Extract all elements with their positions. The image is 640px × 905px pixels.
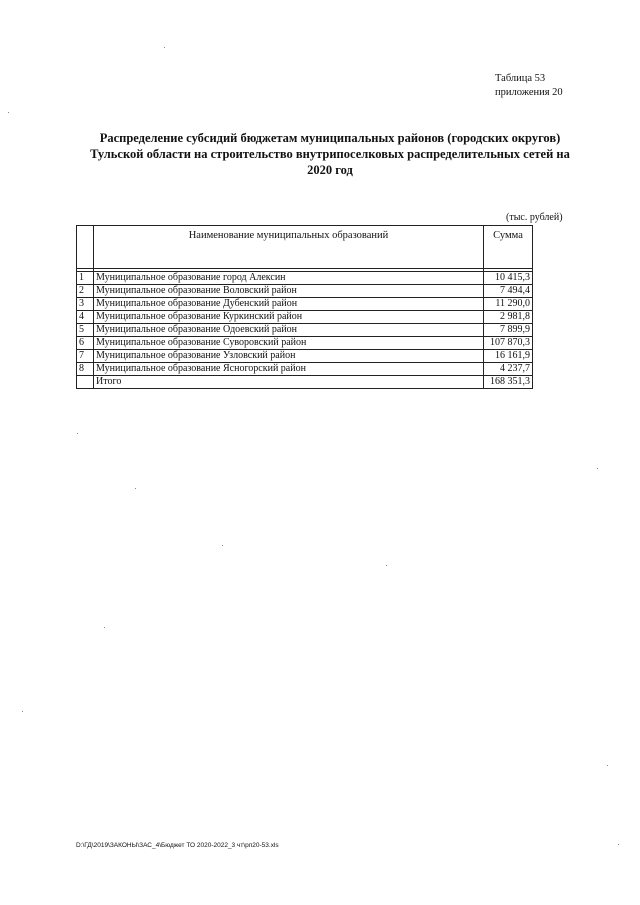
row-sum-cell: 7 899,9	[484, 324, 533, 337]
header-name-cell: Наименование муниципальных образований	[94, 226, 484, 269]
table-header-row	[77, 226, 533, 269]
row-name-cell: Муниципальное образование Ясногорский район	[94, 363, 484, 376]
appendix-number-label: приложения 20	[495, 87, 563, 98]
table-row	[77, 298, 533, 311]
scan-speck	[77, 433, 78, 434]
scan-speck	[135, 488, 136, 489]
scan-speck	[607, 765, 608, 766]
table-row	[77, 363, 533, 376]
table-row	[77, 311, 533, 324]
file-path-footer: D:\ГД\2019\ЗАКОНЫ\ЗАС_4\Бюджет ТО 2020-2022_3 чт\рп20-53.xls	[76, 842, 279, 849]
scan-speck	[618, 844, 619, 845]
row-name-cell: Муниципальное образование город Алексин	[94, 272, 484, 285]
row-number-cell: 2	[77, 285, 94, 298]
row-number-cell: 1	[77, 272, 94, 285]
row-sum-cell: 11 290,0	[484, 298, 533, 311]
row-sum-cell: 16 161,9	[484, 350, 533, 363]
scan-speck	[386, 565, 387, 566]
scan-speck	[22, 711, 23, 712]
row-number-cell: 5	[77, 324, 94, 337]
units-label: (тыс. рублей)	[506, 212, 563, 223]
row-name-cell: Муниципальное образование Суворовский район	[94, 337, 484, 350]
subsidy-table	[76, 225, 533, 389]
row-number-cell: 6	[77, 337, 94, 350]
row-sum-cell: 4 237,7	[484, 363, 533, 376]
table-row	[77, 337, 533, 350]
row-sum-cell: 107 870,3	[484, 337, 533, 350]
header-sum-cell: Сумма	[484, 226, 533, 269]
table-row	[77, 285, 533, 298]
scan-speck	[222, 545, 223, 546]
table-total-row	[77, 376, 533, 389]
scan-speck	[164, 47, 165, 48]
scan-speck	[597, 468, 598, 469]
row-sum-cell: 2 981,8	[484, 311, 533, 324]
total-sum-cell: 168 351,3	[484, 376, 533, 389]
title-line-1: Распределение субсидий бюджетам муниципальных районов (городских округов)	[99, 131, 561, 145]
row-number-cell: 3	[77, 298, 94, 311]
row-name-cell: Муниципальное образование Одоевский район	[94, 324, 484, 337]
table-row	[77, 350, 533, 363]
total-label-cell: Итого	[94, 376, 484, 389]
row-number-cell: 4	[77, 311, 94, 324]
row-name-cell: Муниципальное образование Воловский район	[94, 285, 484, 298]
table-number-label: Таблица 53	[495, 73, 546, 84]
header-number-cell	[77, 226, 94, 269]
document-title	[60, 130, 600, 178]
title-line-2: Тульской области на строительство внутрипоселковых распределительных сетей на	[90, 147, 570, 161]
row-name-cell: Муниципальное образование Дубенский район	[94, 298, 484, 311]
row-sum-cell: 10 415,3	[484, 272, 533, 285]
row-number-cell: 8	[77, 363, 94, 376]
scan-speck	[104, 627, 105, 628]
row-name-cell: Муниципальное образование Куркинский район	[94, 311, 484, 324]
table-reference	[495, 72, 563, 100]
row-name-cell: Муниципальное образование Узловский район	[94, 350, 484, 363]
table-row	[77, 324, 533, 337]
title-line-3: 2020 год	[307, 163, 353, 177]
table-row	[77, 272, 533, 285]
scan-speck	[8, 112, 9, 113]
row-sum-cell: 7 494,4	[484, 285, 533, 298]
row-number-cell: 7	[77, 350, 94, 363]
total-number-cell	[77, 376, 94, 389]
table-body	[77, 269, 533, 389]
